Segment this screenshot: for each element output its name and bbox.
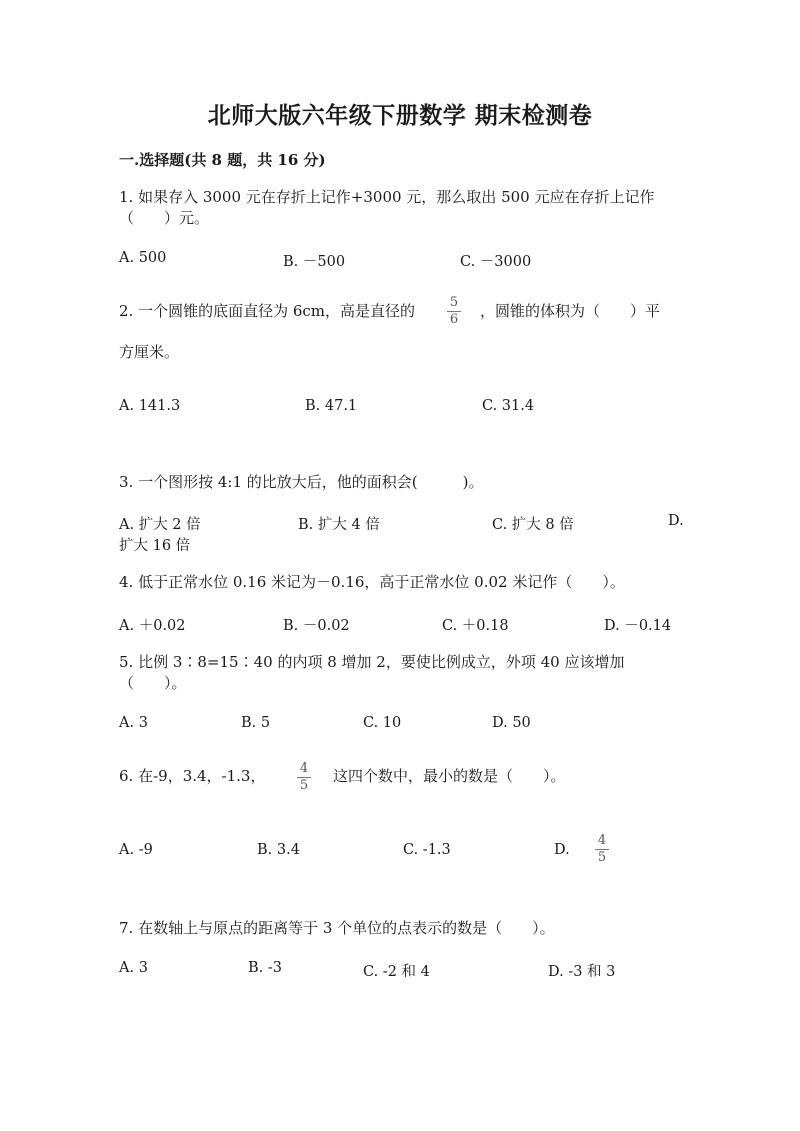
option-c: C. ＋0.18	[442, 618, 509, 634]
option-b: B. －500	[283, 254, 346, 270]
option-c: C. -1.3	[403, 842, 451, 858]
question-text: 2. 一个圆锥的底面直径为 6cm，高是直径的	[119, 302, 416, 320]
section-heading: 一.选择题(共 8 题，共 16 分)	[119, 151, 326, 169]
option-b: B. 扩大 4 倍	[298, 517, 380, 533]
option-a: A. 3	[119, 960, 148, 976]
question-text-cont: （ ）元。	[119, 209, 210, 227]
question-text-cont: 方厘米。	[119, 343, 180, 361]
option-a: A. 500	[119, 250, 167, 266]
question-text: 3. 一个图形按 4:1 的比放大后，他的面积会( )。	[119, 473, 484, 491]
option-b: B. 5	[241, 715, 271, 731]
option-d: D. 50	[492, 715, 531, 731]
question-text: 1. 如果存入 3000 元在存折上记作+3000 元，那么取出 500 元应在存折上记作	[119, 188, 655, 206]
question-text: 7. 在数轴上与原点的距离等于 3 个单位的点表示的数是（ ）。	[119, 919, 555, 937]
option-d: D.	[554, 842, 570, 858]
option-c: C. -2 和 4	[363, 964, 430, 980]
question-text: 5. 比例 3∶8=15∶40 的内项 8 增加 2，要使比例成立，外项 40 应该增加	[119, 653, 625, 671]
fraction-denominator: 5	[597, 850, 607, 865]
option-d: D. －0.14	[604, 618, 672, 634]
option-d: D.	[668, 513, 684, 529]
fraction	[296, 762, 312, 793]
option-a: A. -9	[119, 842, 153, 858]
option-c: C. －3000	[460, 254, 532, 270]
option-a: A. 3	[119, 715, 148, 731]
fraction-numerator: 4	[299, 761, 309, 776]
exam-title: 北师大版六年级下册数学 期末检测卷	[207, 102, 593, 129]
option-b: B. －0.02	[283, 618, 350, 634]
question-text: 6. 在-9，3.4，-1.3，	[119, 767, 266, 785]
question-text: 4. 低于正常水位 0.16 米记为－0.16，高于正常水位 0.02 米记作（ ）。	[119, 573, 625, 591]
option-a: A. 141.3	[119, 398, 181, 414]
fraction-denominator: 6	[449, 312, 459, 327]
option-a: A. 扩大 2 倍	[119, 517, 201, 533]
option-d: D. -3 和 3	[548, 964, 616, 980]
option-d-fraction	[594, 834, 610, 865]
option-b: B. 3.4	[257, 842, 300, 858]
fraction-numerator: 4	[597, 833, 607, 848]
fraction-denominator: 5	[299, 778, 309, 793]
fraction-numerator: 5	[449, 295, 459, 310]
fraction	[446, 296, 462, 327]
option-d-text: 扩大 16 倍	[119, 538, 191, 554]
option-b: B. 47.1	[305, 398, 358, 414]
question-text-after-fraction: 这四个数中，最小的数是（ ）。	[333, 767, 566, 785]
option-c: C. 31.4	[482, 398, 535, 414]
option-c: C. 扩大 8 倍	[492, 517, 574, 533]
option-a: A. ＋0.02	[119, 618, 186, 634]
question-text-cont: （ ）。	[119, 674, 187, 692]
option-b: B. -3	[248, 960, 282, 976]
option-c: C. 10	[363, 715, 402, 731]
question-text-after-fraction: ，圆锥的体积为（ ）平	[480, 302, 661, 320]
